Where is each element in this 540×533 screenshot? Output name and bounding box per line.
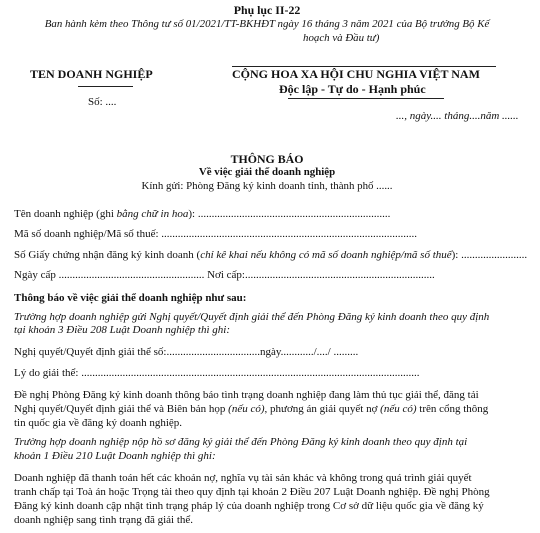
request1-italic-b: (nếu có) (380, 403, 417, 415)
certificate-dots: ): ........................ (451, 249, 528, 261)
request1-text-a: Nghị quyết/Quyết định giải thể và Biên bản họp (14, 403, 229, 415)
case1-line-2: tại khoản 3 Điều 208 Luật Doanh nghiệp thì ghi: (14, 324, 231, 336)
national-motto: Độc lập - Tự do - Hạnh phúc (279, 82, 426, 96)
case1-line-1: Trường hợp doanh nghiệp gửi Nghị quyết/Quyết định giải thể đến Phòng Đăng ký kinh doanh theo quy định (14, 311, 490, 323)
resolution-field: Nghị quyết/Quyết định giải thể số:..................................ngày............/..../ ......... (14, 346, 359, 358)
request2-line-1: Doanh nghiệp đã thanh toán hết các khoản nợ, nghĩa vụ tài sản khác và không trong quá trình giải quyết (14, 472, 472, 484)
request1-text-c: trên cổng thông (416, 403, 489, 415)
certificate-label-italic: chỉ kê khai nếu không có mã số doanh nghiệp/mã số thuế (200, 249, 452, 261)
motto-underline (288, 98, 444, 99)
issued-line-1: Ban hành kèm theo Thông tư số 01/2021/TT-BKHĐT ngày 16 tháng 3 năm 2021 của Bộ trưởng Bộ Kế (44, 18, 490, 30)
request2-line-4: doanh nghiệp sang tình trạng đã giải thể. (14, 514, 194, 526)
case2-line-2: khoản 1 Điều 210 Luật Doanh nghiệp thì ghi: (14, 450, 216, 462)
section-heading: Thông báo về việc giải thể doanh nghiệp như sau: (14, 292, 247, 304)
company-name-label: Tên doanh nghiệp (ghi (14, 208, 117, 220)
request1-line-3: tin quốc gia về đăng ký doanh nghiệp. (14, 417, 183, 429)
issued-line-2: hoạch và Đầu tư) (303, 32, 380, 44)
request1-text-b: , phương án giải quyết nợ (264, 403, 381, 415)
company-underline (78, 86, 133, 87)
request2-line-3: Đăng ký kinh doanh cập nhật tình trạng pháp lý của doanh nghiệp trong Cơ sở dữ liệu quốc gia về đăng ký (14, 500, 484, 512)
company-name-dots: ): ...................................................................... (188, 208, 391, 220)
request1-line-2 (14, 403, 488, 417)
company-name-label-italic: bằng chữ in hoa (116, 208, 189, 220)
company-name-field (14, 208, 390, 222)
company-name: TEN DOANH NGHIỆP (30, 67, 153, 81)
case2-line-1: Trường hợp doanh nghiệp nộp hồ sơ đăng ký giải thể đến Phòng Đăng ký kinh doanh theo quy định tại (14, 436, 468, 448)
issue-date-place-field: Ngày cấp ..................................................... Nơi cấp:..................................................................... (14, 269, 435, 281)
reason-field: Lý do giải thể: ........................................................................................................................... (14, 367, 420, 379)
date-line: ..., ngày.... tháng....năm ...... (396, 110, 519, 122)
certificate-field (14, 249, 527, 263)
nation-title: CỘNG HOA XA HỘI CHU NGHIA VIỆT NAM (232, 67, 480, 81)
tax-code-field: Mã số doanh nghiệp/Mã số thuế: ............................................................................................. (14, 228, 418, 240)
notice-subject: Về việc giải thể doanh nghiệp (198, 166, 336, 178)
document-number: Số: .... (88, 96, 117, 108)
notice-title: THÔNG BÁO (230, 152, 304, 166)
request1-line-1: Đề nghị Phòng Đăng ký kinh doanh thông báo tình trạng doanh nghiệp đang làm thủ tục giải thể, đăng tải (14, 389, 479, 401)
request2-line-2: tranh chấp tại Toà án hoặc Trọng tài theo quy định tại khoản 2 Điều 207 Luật Doanh nghiệp. Đề nghị Phòng (14, 486, 490, 498)
request1-italic-a: (nếu có) (228, 403, 265, 415)
notice-recipient: Kính gửi: Phòng Đăng ký kinh doanh tỉnh, thành phố ...... (141, 180, 393, 192)
certificate-label: Số Giấy chứng nhận đăng ký kinh doanh ( (14, 249, 201, 261)
appendix-title: Phụ lục II-22 (233, 3, 301, 17)
